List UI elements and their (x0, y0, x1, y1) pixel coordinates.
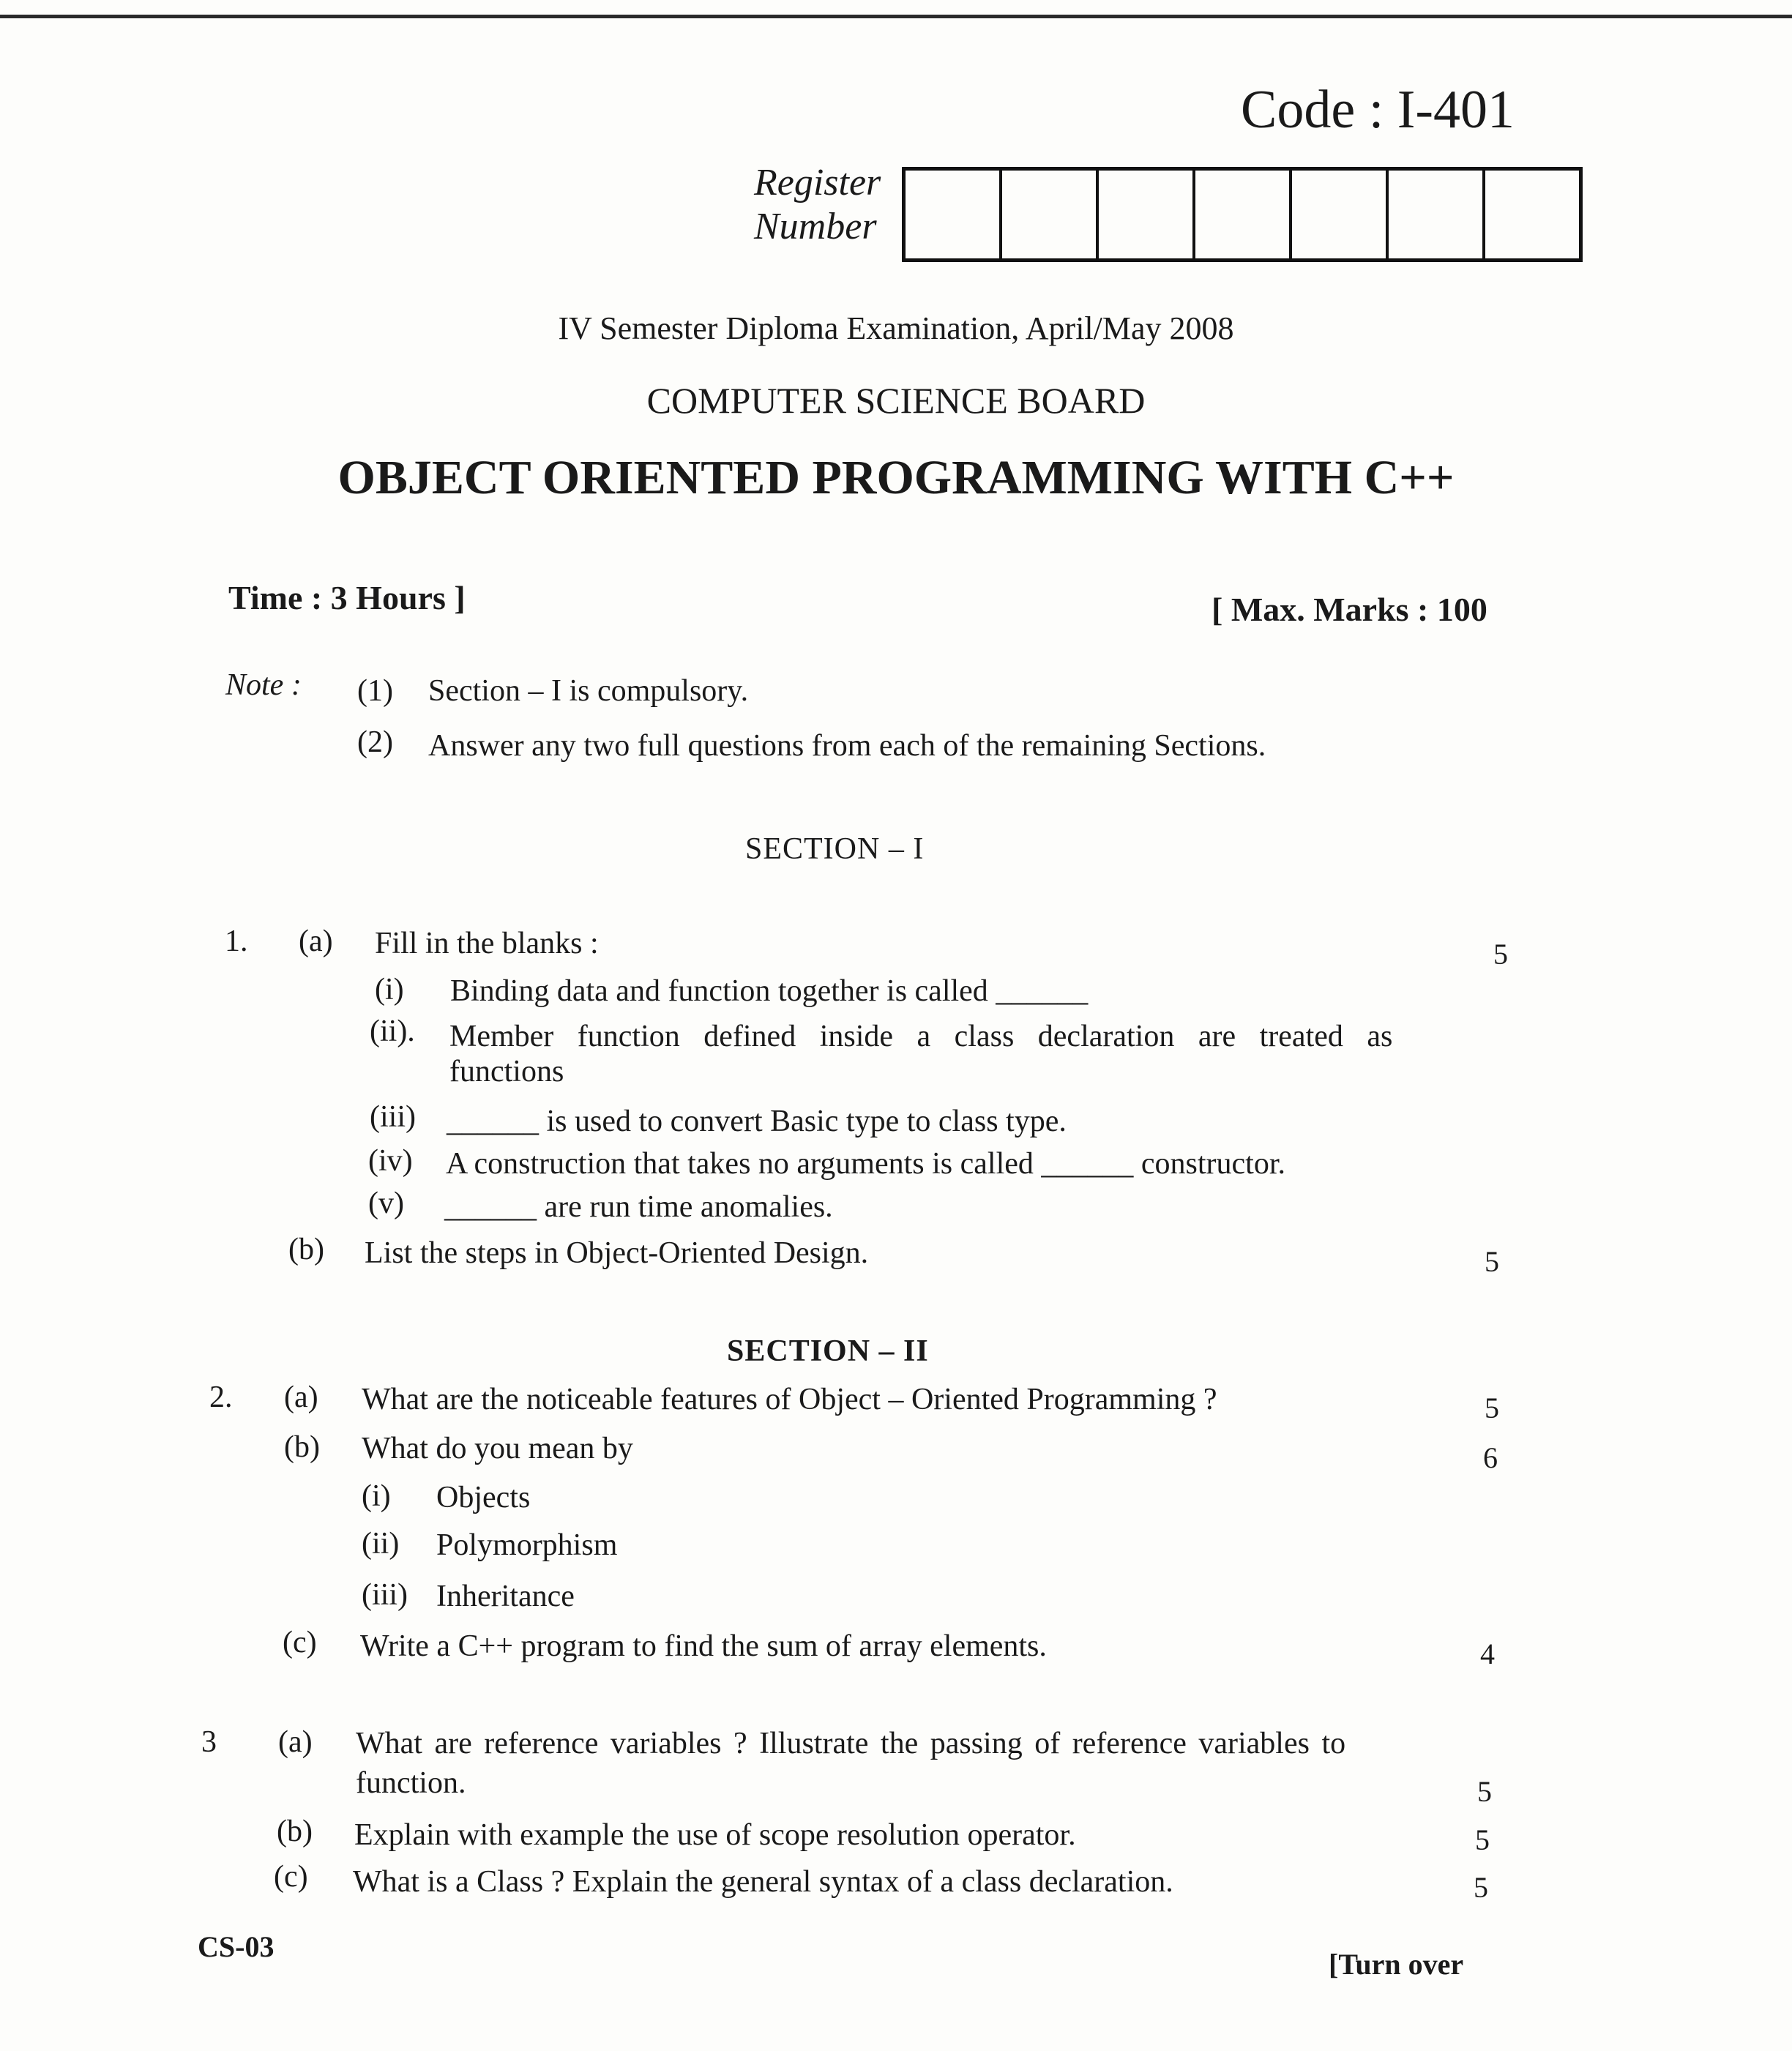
register-label-line1: Register (754, 162, 881, 203)
q3a-label: (a) (278, 1725, 313, 1759)
q1a-iii-text: ______ is used to convert Basic type to class type. (447, 1105, 1067, 1138)
note-1-number: (1) (357, 674, 393, 708)
q2c-label: (c) (283, 1626, 317, 1659)
q3a-marks: 5 (1477, 1775, 1492, 1808)
q1a-marks: 5 (1493, 938, 1508, 971)
register-box (906, 171, 1002, 258)
q3b-text: Explain with example the use of scope resolution operator. (354, 1818, 1076, 1852)
q3c-text: What is a Class ? Explain the general syntax of a class declaration. (353, 1865, 1173, 1899)
q2b-marks: 6 (1483, 1441, 1498, 1474)
register-box (1002, 171, 1099, 258)
q2b-iii-label: (iii) (362, 1578, 408, 1612)
register-box (1485, 171, 1579, 258)
q3a-text: What are reference variables ? Illustrate the passing of reference variables to (356, 1727, 1346, 1760)
board-title: COMPUTER SCIENCE BOARD (646, 380, 1146, 421)
note-1-text: Section – I is compulsory. (428, 674, 749, 708)
q3a-text-cont: function. (356, 1766, 466, 1800)
q3b-marks: 5 (1475, 1823, 1490, 1856)
q2b-label: (b) (284, 1430, 320, 1464)
footer-turn-over: [Turn over (1329, 1948, 1464, 1981)
q2c-text: Write a C++ program to find the sum of array elements. (360, 1629, 1047, 1663)
q1b-marks: 5 (1485, 1245, 1499, 1278)
note-label: Note : (225, 668, 302, 702)
q2a-label: (a) (284, 1381, 318, 1414)
register-box (1389, 171, 1485, 258)
q1a-label: (a) (299, 924, 333, 958)
q1a-ii-label: (ii). (370, 1015, 415, 1048)
note-2-text: Answer any two full questions from each of the remaining Sections. (428, 729, 1266, 763)
q1a-v-label: (v) (368, 1187, 404, 1220)
q3c-label: (c) (274, 1860, 308, 1894)
q3b-label: (b) (277, 1815, 313, 1848)
q3-number: 3 (201, 1725, 217, 1759)
q2b-i-label: (i) (362, 1479, 391, 1513)
register-number-boxes (902, 167, 1583, 262)
register-box (1292, 171, 1389, 258)
q2b-ii-label: (ii) (362, 1527, 400, 1561)
section-2-title: SECTION – II (727, 1334, 929, 1368)
note-2-number: (2) (357, 725, 393, 759)
q1a-i-text: Binding data and function together is called ______ (450, 974, 1089, 1008)
time-allowed: Time : 3 Hours ] (228, 579, 466, 616)
q1-number: 1. (225, 924, 248, 958)
q1a-v-text: ______ are run time anomalies. (444, 1190, 833, 1224)
scan-top-edge (0, 15, 1792, 18)
q2b-i-text: Objects (436, 1481, 531, 1514)
q3c-marks: 5 (1474, 1871, 1488, 1904)
q2-number: 2. (209, 1381, 233, 1414)
q2c-marks: 4 (1480, 1637, 1495, 1670)
q1a-i-label: (i) (375, 973, 404, 1006)
q1a-text: Fill in the blanks : (375, 927, 599, 960)
q1a-iv-label: (iv) (368, 1144, 413, 1178)
register-label-line2: Number (754, 206, 877, 247)
q1a-ii-text-cont: functions (449, 1055, 564, 1088)
subject-title: OBJECT ORIENTED PROGRAMMING WITH C++ (337, 451, 1455, 504)
max-marks: [ Max. Marks : 100 (1212, 591, 1487, 628)
paper-code: Code : I-401 (1241, 80, 1515, 140)
q1a-ii-text: Member function defined inside a class declaration are treated as (449, 1020, 1393, 1053)
q1a-iv-text: A construction that takes no arguments is called ______ constructor. (446, 1147, 1286, 1181)
q2b-iii-text: Inheritance (436, 1580, 575, 1613)
q1b-text: List the steps in Object-Oriented Design. (365, 1236, 869, 1270)
q2a-text: What are the noticeable features of Object – Oriented Programming ? (362, 1383, 1217, 1416)
q2a-marks: 5 (1485, 1391, 1499, 1424)
q1b-label: (b) (288, 1233, 324, 1266)
exam-title: IV Semester Diploma Examination, April/May 2008 (558, 310, 1234, 346)
register-box (1195, 171, 1292, 258)
q1a-iii-label: (iii) (370, 1100, 416, 1134)
q2b-text: What do you mean by (362, 1432, 633, 1465)
section-1-title: SECTION – I (745, 832, 925, 866)
footer-paper-code: CS-03 (198, 1930, 275, 1963)
register-box (1099, 171, 1195, 258)
q2b-ii-text: Polymorphism (436, 1528, 618, 1562)
